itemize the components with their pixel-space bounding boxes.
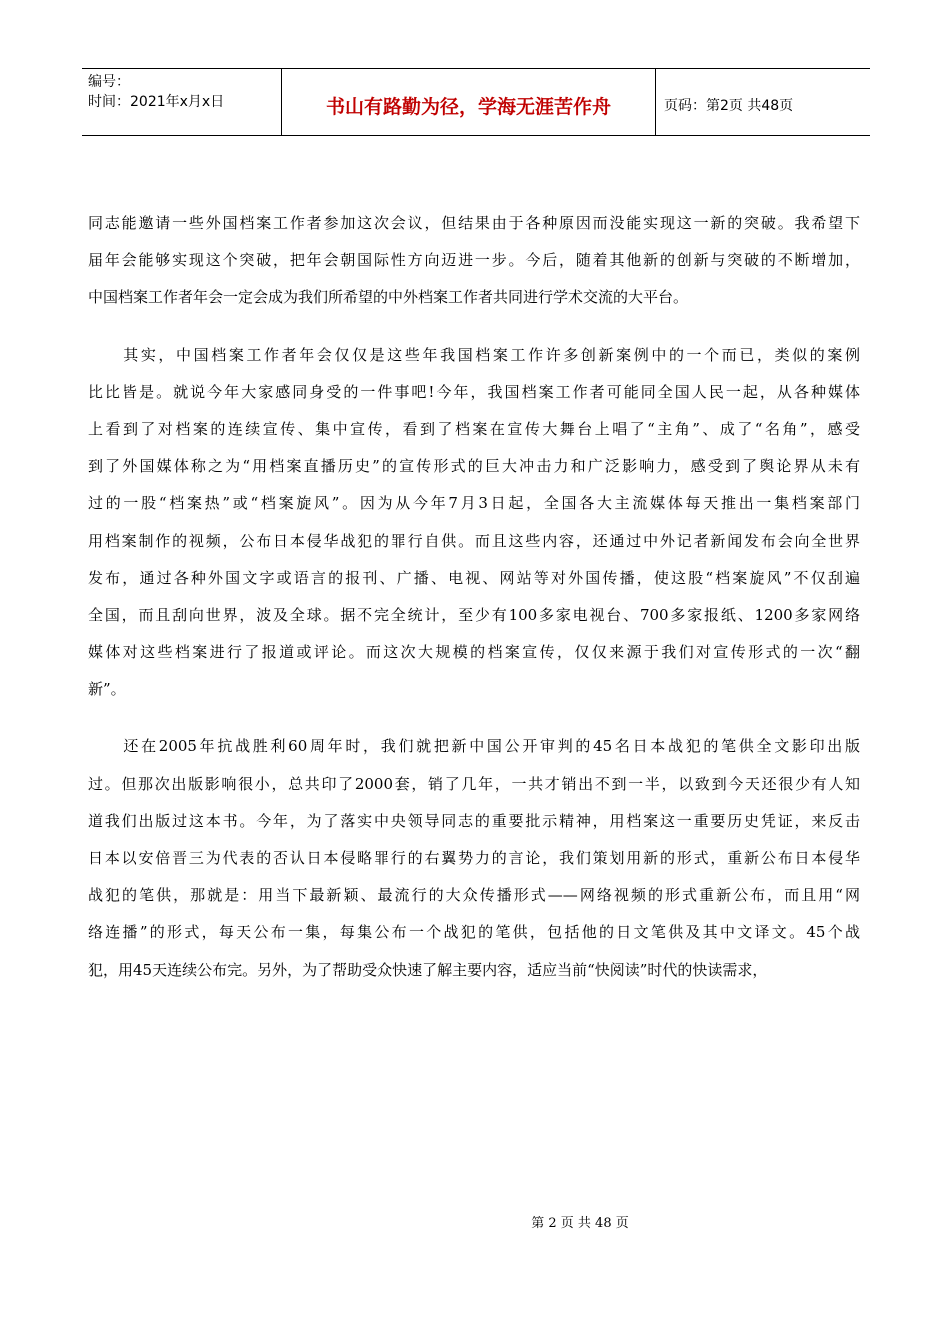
paragraph-gap [88, 708, 860, 728]
text-line: 发布，通过各种外国文字或语言的报刊、广播、电视、网站等对外国传播，使这股“档案旋风”不仅刮遍 [88, 568, 860, 587]
text-line: 中国档案工作者年会一定会成为我们所希望的中外档案工作者共同进行学术交流的大平台。 [88, 288, 689, 307]
text-line: 道我们出版过这本书。今年，为了落实中央领导同志的重要批示精神，用档案这一重要历史凭证，来反击 [88, 811, 860, 830]
text-line: 过。但那次出版影响很小，总共印了2000套，销了几年，一共才销出不到一半，以致到今天还很少有人知 [88, 774, 860, 793]
header-page-info: 页码：第2页 共48页 [664, 98, 794, 114]
header-meta [82, 69, 282, 135]
text-line: 用档案制作的视频，公布日本侵华战犯的罪行自供。而且这些内容，还通过中外记者新闻发布会向全世界 [88, 531, 860, 550]
text-line: 比比皆是。就说今年大家感同身受的一件事吧!今年，我国档案工作者可能同全国人民一起，从各种媒体 [88, 382, 860, 401]
paragraph-gap [88, 317, 860, 337]
paragraph [88, 337, 860, 709]
text-line: 同志能邀请一些外国档案工作者参加这次会议，但结果由于各种原因而没能实现这一新的突破。我希望下 [88, 214, 860, 232]
text-line: 媒体对这些档案进行了报道或评论。而这次大规模的档案宣传，仅仅来源于我们对宣传形式的一次“翻 [88, 643, 860, 662]
text-line: 犯，用45天连续公布完。另外，为了帮助受众快速了解主要内容，适应当前“快阅读”时代的快读需求， [88, 960, 768, 979]
document-date: 时间：2021年x月x日 [88, 94, 225, 110]
text-line: 上看到了对档案的连续宣传、集中宣传，看到了档案在宣传大舞台上唱了“主角”、成了“名角”，感受 [88, 419, 860, 438]
text-line: 新”。 [88, 680, 126, 699]
paragraph [88, 728, 860, 988]
text-line: 过的一股“档案热”或“档案旋风”。因为从今年7月3日起，全国各大主流媒体每天推出一集档案部门 [88, 494, 860, 513]
text-line: 还在2005年抗战胜利60周年时，我们就把新中国公开审判的45名日本战犯的笔供全文影印出版 [88, 737, 860, 756]
text-line: 到了外国媒体称之为“用档案直播历史”的宣传形式的巨大冲击力和广泛影响力，感受到了舆论界从未有 [88, 457, 860, 476]
text-line: 络连播”的形式，每天公布一集，每集公布一个战犯的笔供，包括他的日文笔供及其中文译文。45个战 [88, 923, 860, 942]
text-line: 全国，而且刮向世界，波及全球。据不完全统计，至少有100多家电视台、700多家报纸、1200多家网络 [88, 605, 860, 624]
text-line: 战犯的笔供，那就是：用当下最新颖、最流行的大众传播形式——网络视频的形式重新公布，而且用“网 [88, 886, 860, 905]
text-line: 日本以安倍晋三为代表的否认日本侵略罪行的右翼势力的言论，我们策划用新的形式，重新公布日本侵华 [88, 849, 860, 867]
page-footer: 第 2 页 共 48 页 [531, 1216, 629, 1231]
page-header [82, 68, 870, 136]
text-line: 其实，中国档案工作者年会仅仅是这些年我国档案工作许多创新案例中的一个而已，类似的案例 [88, 345, 860, 364]
header-motto: 书山有路勤为径，学海无涯苦作舟 [282, 69, 656, 135]
document-body [88, 205, 860, 989]
document-number-label: 编号： [88, 74, 130, 90]
paragraph [88, 205, 860, 317]
text-line: 届年会能够实现这个突破，把年会朝国际性方向迈进一步。今后，随着其他新的创新与突破的不断增加， [88, 251, 860, 270]
